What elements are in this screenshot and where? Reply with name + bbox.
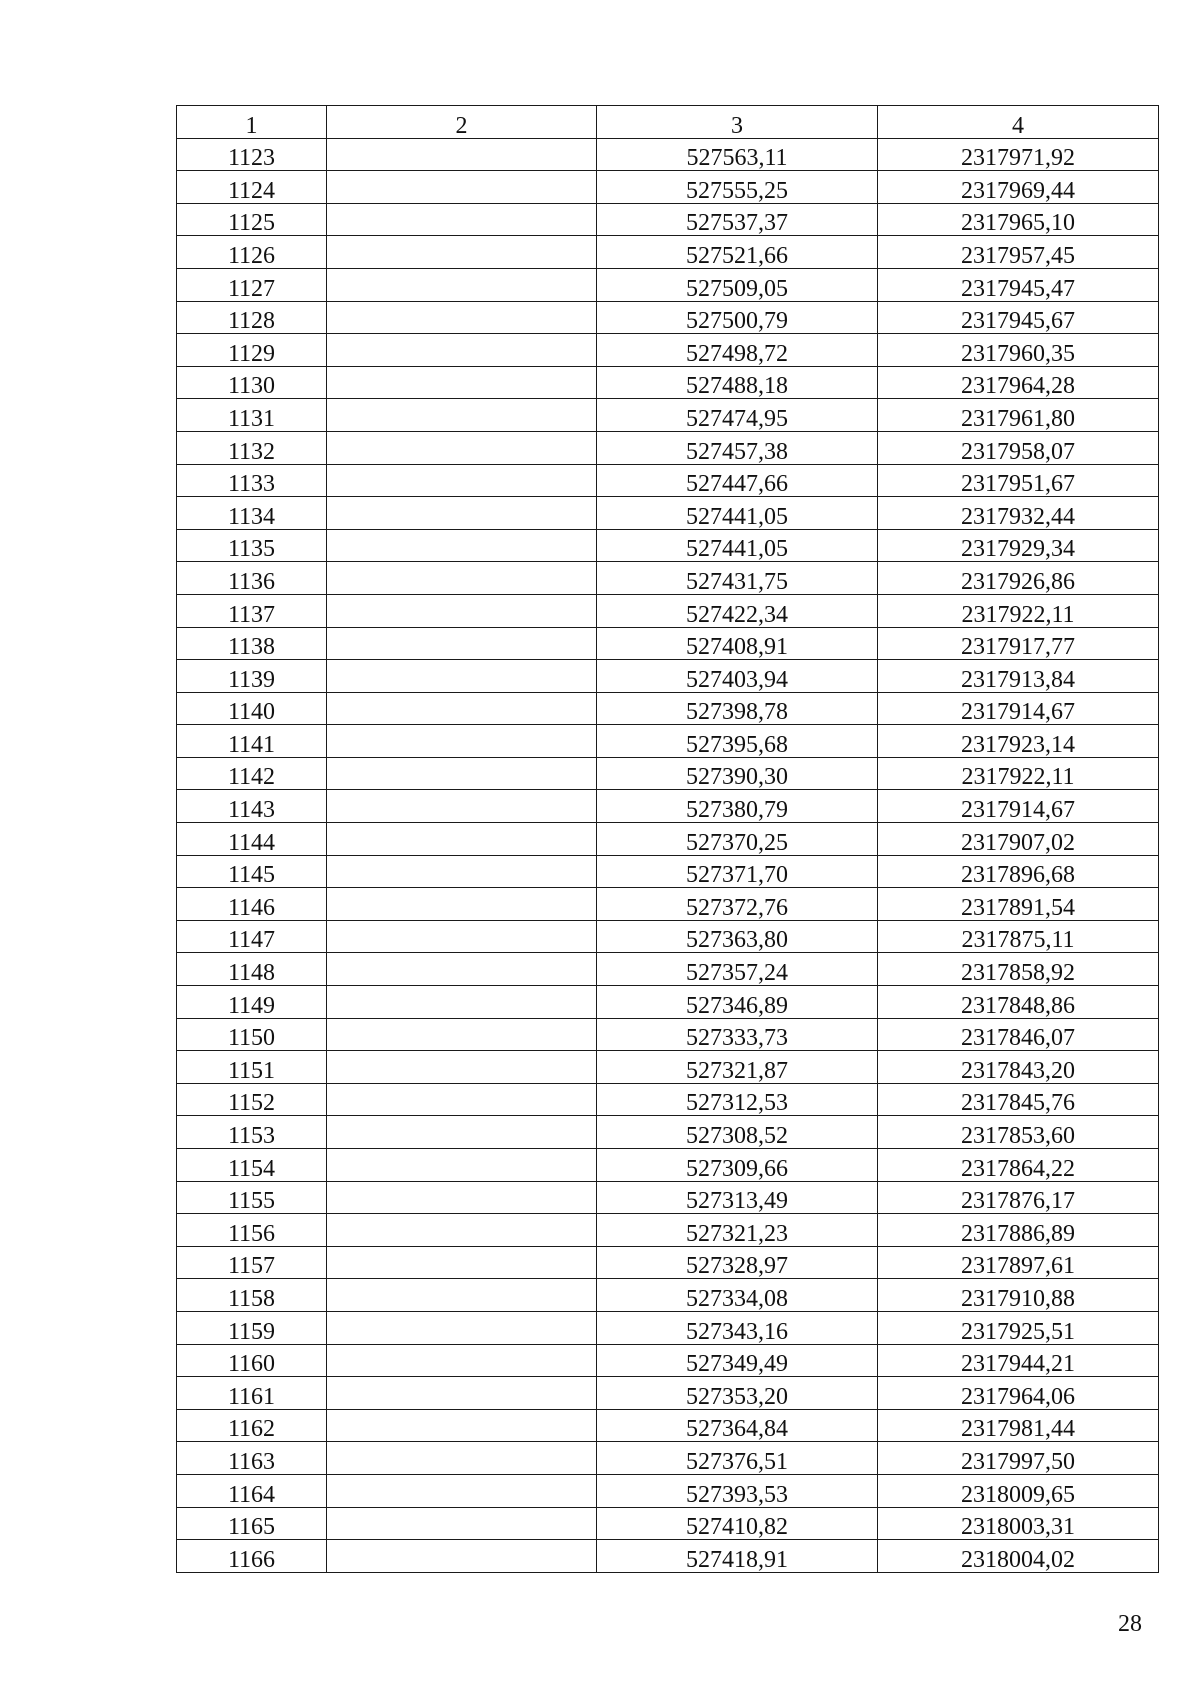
table-row [177, 692, 1159, 725]
y-coordinate-cell: 2317965,10 [878, 203, 1159, 236]
x-coordinate-cell: 527309,66 [597, 1149, 878, 1182]
point-number-cell: 1123 [177, 138, 327, 171]
x-coordinate-cell: 527521,66 [597, 236, 878, 269]
y-coordinate-cell: 2317913,84 [878, 660, 1159, 693]
table-row [177, 464, 1159, 497]
table-row [177, 1377, 1159, 1410]
table-row [177, 823, 1159, 856]
y-coordinate-cell: 2317875,11 [878, 920, 1159, 953]
point-number-cell: 1129 [177, 334, 327, 367]
x-coordinate-cell: 527563,11 [597, 138, 878, 171]
x-coordinate-cell: 527376,51 [597, 1442, 878, 1475]
x-coordinate-cell: 527380,79 [597, 790, 878, 823]
point-number-cell: 1133 [177, 464, 327, 497]
point-number-cell: 1159 [177, 1311, 327, 1344]
x-coordinate-cell: 527364,84 [597, 1409, 878, 1442]
point-number-cell: 1131 [177, 399, 327, 432]
y-coordinate-cell: 2318004,02 [878, 1540, 1159, 1573]
y-coordinate-cell: 2317864,22 [878, 1149, 1159, 1182]
table-row [177, 236, 1159, 269]
point-number-cell: 1124 [177, 171, 327, 204]
empty-cell [327, 1507, 597, 1540]
table-row [177, 1214, 1159, 1247]
x-coordinate-cell: 527333,73 [597, 1018, 878, 1051]
table-row [177, 1181, 1159, 1214]
y-coordinate-cell: 2317945,67 [878, 301, 1159, 334]
y-coordinate-cell: 2317914,67 [878, 692, 1159, 725]
x-coordinate-cell: 527393,53 [597, 1474, 878, 1507]
empty-cell [327, 431, 597, 464]
header-cell-4: 4 [878, 106, 1159, 139]
y-coordinate-cell: 2317858,92 [878, 953, 1159, 986]
header-cell-1: 1 [177, 106, 327, 139]
point-number-cell: 1141 [177, 725, 327, 758]
table-row [177, 431, 1159, 464]
x-coordinate-cell: 527431,75 [597, 562, 878, 595]
x-coordinate-cell: 527321,87 [597, 1051, 878, 1084]
point-number-cell: 1135 [177, 529, 327, 562]
coordinates-table-body [177, 106, 1159, 1573]
table-row [177, 1279, 1159, 1312]
table-row [177, 1116, 1159, 1149]
x-coordinate-cell: 527363,80 [597, 920, 878, 953]
table-row [177, 725, 1159, 758]
table-row [177, 920, 1159, 953]
y-coordinate-cell: 2317843,20 [878, 1051, 1159, 1084]
point-number-cell: 1130 [177, 366, 327, 399]
empty-cell [327, 757, 597, 790]
point-number-cell: 1145 [177, 855, 327, 888]
y-coordinate-cell: 2317891,54 [878, 888, 1159, 921]
table-row [177, 562, 1159, 595]
empty-cell [327, 1377, 597, 1410]
x-coordinate-cell: 527441,05 [597, 497, 878, 530]
table-row [177, 1246, 1159, 1279]
point-number-cell: 1162 [177, 1409, 327, 1442]
header-cell-3: 3 [597, 106, 878, 139]
empty-cell [327, 1181, 597, 1214]
empty-cell [327, 1344, 597, 1377]
x-coordinate-cell: 527357,24 [597, 953, 878, 986]
x-coordinate-cell: 527312,53 [597, 1083, 878, 1116]
empty-cell [327, 464, 597, 497]
y-coordinate-cell: 2317886,89 [878, 1214, 1159, 1247]
point-number-cell: 1161 [177, 1377, 327, 1410]
empty-cell [327, 1214, 597, 1247]
table-row [177, 1311, 1159, 1344]
y-coordinate-cell: 2317944,21 [878, 1344, 1159, 1377]
y-coordinate-cell: 2317961,80 [878, 399, 1159, 432]
table-row [177, 497, 1159, 530]
y-coordinate-cell: 2317960,35 [878, 334, 1159, 367]
empty-cell [327, 594, 597, 627]
table-row [177, 1083, 1159, 1116]
point-number-cell: 1151 [177, 1051, 327, 1084]
table-row [177, 986, 1159, 1019]
y-coordinate-cell: 2317910,88 [878, 1279, 1159, 1312]
x-coordinate-cell: 527403,94 [597, 660, 878, 693]
x-coordinate-cell: 527398,78 [597, 692, 878, 725]
empty-cell [327, 1051, 597, 1084]
y-coordinate-cell: 2317896,68 [878, 855, 1159, 888]
x-coordinate-cell: 527395,68 [597, 725, 878, 758]
y-coordinate-cell: 2317964,28 [878, 366, 1159, 399]
page-number: 28 [1118, 1611, 1142, 1637]
table-row [177, 790, 1159, 823]
table-row [177, 953, 1159, 986]
empty-cell [327, 855, 597, 888]
empty-cell [327, 529, 597, 562]
point-number-cell: 1144 [177, 823, 327, 856]
y-coordinate-cell: 2317957,45 [878, 236, 1159, 269]
table-row [177, 660, 1159, 693]
point-number-cell: 1126 [177, 236, 327, 269]
table-row [177, 888, 1159, 921]
y-coordinate-cell: 2317922,11 [878, 757, 1159, 790]
table-row [177, 1474, 1159, 1507]
table-row [177, 203, 1159, 236]
y-coordinate-cell: 2317876,17 [878, 1181, 1159, 1214]
empty-cell [327, 1409, 597, 1442]
x-coordinate-cell: 527390,30 [597, 757, 878, 790]
empty-cell [327, 823, 597, 856]
table-row [177, 1344, 1159, 1377]
point-number-cell: 1164 [177, 1474, 327, 1507]
empty-cell [327, 1018, 597, 1051]
point-number-cell: 1152 [177, 1083, 327, 1116]
table-header-row [177, 106, 1159, 139]
empty-cell [327, 1149, 597, 1182]
empty-cell [327, 562, 597, 595]
x-coordinate-cell: 527509,05 [597, 268, 878, 301]
empty-cell [327, 171, 597, 204]
empty-cell [327, 497, 597, 530]
empty-cell [327, 790, 597, 823]
y-coordinate-cell: 2317914,67 [878, 790, 1159, 823]
point-number-cell: 1132 [177, 431, 327, 464]
x-coordinate-cell: 527418,91 [597, 1540, 878, 1573]
x-coordinate-cell: 527537,37 [597, 203, 878, 236]
table-row [177, 334, 1159, 367]
y-coordinate-cell: 2317846,07 [878, 1018, 1159, 1051]
coordinates-table [176, 105, 1159, 1573]
table-row [177, 399, 1159, 432]
table-row [177, 1540, 1159, 1573]
empty-cell [327, 1246, 597, 1279]
empty-cell [327, 1279, 597, 1312]
x-coordinate-cell: 527346,89 [597, 986, 878, 1019]
x-coordinate-cell: 527488,18 [597, 366, 878, 399]
empty-cell [327, 138, 597, 171]
table-row [177, 529, 1159, 562]
empty-cell [327, 334, 597, 367]
table-row [177, 301, 1159, 334]
x-coordinate-cell: 527441,05 [597, 529, 878, 562]
empty-cell [327, 660, 597, 693]
point-number-cell: 1147 [177, 920, 327, 953]
x-coordinate-cell: 527343,16 [597, 1311, 878, 1344]
y-coordinate-cell: 2317922,11 [878, 594, 1159, 627]
y-coordinate-cell: 2317981,44 [878, 1409, 1159, 1442]
table-row [177, 855, 1159, 888]
x-coordinate-cell: 527372,76 [597, 888, 878, 921]
point-number-cell: 1127 [177, 268, 327, 301]
point-number-cell: 1140 [177, 692, 327, 725]
x-coordinate-cell: 527370,25 [597, 823, 878, 856]
y-coordinate-cell: 2317969,44 [878, 171, 1159, 204]
empty-cell [327, 236, 597, 269]
table-row [177, 1442, 1159, 1475]
y-coordinate-cell: 2317845,76 [878, 1083, 1159, 1116]
table-row [177, 1051, 1159, 1084]
y-coordinate-cell: 2317958,07 [878, 431, 1159, 464]
x-coordinate-cell: 527321,23 [597, 1214, 878, 1247]
point-number-cell: 1153 [177, 1116, 327, 1149]
empty-cell [327, 1311, 597, 1344]
table-row [177, 594, 1159, 627]
table-row [177, 268, 1159, 301]
point-number-cell: 1155 [177, 1181, 327, 1214]
y-coordinate-cell: 2317923,14 [878, 725, 1159, 758]
empty-cell [327, 1540, 597, 1573]
empty-cell [327, 953, 597, 986]
point-number-cell: 1158 [177, 1279, 327, 1312]
point-number-cell: 1165 [177, 1507, 327, 1540]
point-number-cell: 1142 [177, 757, 327, 790]
point-number-cell: 1150 [177, 1018, 327, 1051]
empty-cell [327, 627, 597, 660]
y-coordinate-cell: 2318009,65 [878, 1474, 1159, 1507]
point-number-cell: 1146 [177, 888, 327, 921]
empty-cell [327, 986, 597, 1019]
empty-cell [327, 301, 597, 334]
point-number-cell: 1148 [177, 953, 327, 986]
y-coordinate-cell: 2317932,44 [878, 497, 1159, 530]
y-coordinate-cell: 2317853,60 [878, 1116, 1159, 1149]
point-number-cell: 1128 [177, 301, 327, 334]
x-coordinate-cell: 527353,20 [597, 1377, 878, 1410]
y-coordinate-cell: 2317997,50 [878, 1442, 1159, 1475]
x-coordinate-cell: 527447,66 [597, 464, 878, 497]
x-coordinate-cell: 527371,70 [597, 855, 878, 888]
point-number-cell: 1156 [177, 1214, 327, 1247]
y-coordinate-cell: 2318003,31 [878, 1507, 1159, 1540]
x-coordinate-cell: 527408,91 [597, 627, 878, 660]
table-row [177, 1149, 1159, 1182]
x-coordinate-cell: 527500,79 [597, 301, 878, 334]
table-row [177, 171, 1159, 204]
x-coordinate-cell: 527422,34 [597, 594, 878, 627]
table-row [177, 1409, 1159, 1442]
empty-cell [327, 888, 597, 921]
point-number-cell: 1160 [177, 1344, 327, 1377]
x-coordinate-cell: 527313,49 [597, 1181, 878, 1214]
table-row [177, 627, 1159, 660]
empty-cell [327, 1442, 597, 1475]
y-coordinate-cell: 2317929,34 [878, 529, 1159, 562]
x-coordinate-cell: 527349,49 [597, 1344, 878, 1377]
y-coordinate-cell: 2317897,61 [878, 1246, 1159, 1279]
x-coordinate-cell: 527474,95 [597, 399, 878, 432]
point-number-cell: 1125 [177, 203, 327, 236]
empty-cell [327, 1116, 597, 1149]
point-number-cell: 1138 [177, 627, 327, 660]
y-coordinate-cell: 2317964,06 [878, 1377, 1159, 1410]
x-coordinate-cell: 527308,52 [597, 1116, 878, 1149]
y-coordinate-cell: 2317951,67 [878, 464, 1159, 497]
point-number-cell: 1137 [177, 594, 327, 627]
point-number-cell: 1163 [177, 1442, 327, 1475]
y-coordinate-cell: 2317945,47 [878, 268, 1159, 301]
point-number-cell: 1149 [177, 986, 327, 1019]
empty-cell [327, 399, 597, 432]
x-coordinate-cell: 527334,08 [597, 1279, 878, 1312]
table-row [177, 366, 1159, 399]
empty-cell [327, 725, 597, 758]
table-row [177, 1507, 1159, 1540]
y-coordinate-cell: 2317925,51 [878, 1311, 1159, 1344]
y-coordinate-cell: 2317926,86 [878, 562, 1159, 595]
empty-cell [327, 692, 597, 725]
y-coordinate-cell: 2317917,77 [878, 627, 1159, 660]
x-coordinate-cell: 527410,82 [597, 1507, 878, 1540]
y-coordinate-cell: 2317907,02 [878, 823, 1159, 856]
table-row [177, 1018, 1159, 1051]
point-number-cell: 1136 [177, 562, 327, 595]
x-coordinate-cell: 527555,25 [597, 171, 878, 204]
header-cell-2: 2 [327, 106, 597, 139]
y-coordinate-cell: 2317848,86 [878, 986, 1159, 1019]
x-coordinate-cell: 527328,97 [597, 1246, 878, 1279]
point-number-cell: 1143 [177, 790, 327, 823]
table-row [177, 138, 1159, 171]
point-number-cell: 1154 [177, 1149, 327, 1182]
table-row [177, 757, 1159, 790]
empty-cell [327, 1083, 597, 1116]
point-number-cell: 1157 [177, 1246, 327, 1279]
point-number-cell: 1166 [177, 1540, 327, 1573]
empty-cell [327, 203, 597, 236]
x-coordinate-cell: 527498,72 [597, 334, 878, 367]
empty-cell [327, 920, 597, 953]
y-coordinate-cell: 2317971,92 [878, 138, 1159, 171]
point-number-cell: 1139 [177, 660, 327, 693]
point-number-cell: 1134 [177, 497, 327, 530]
x-coordinate-cell: 527457,38 [597, 431, 878, 464]
empty-cell [327, 268, 597, 301]
empty-cell [327, 1474, 597, 1507]
empty-cell [327, 366, 597, 399]
